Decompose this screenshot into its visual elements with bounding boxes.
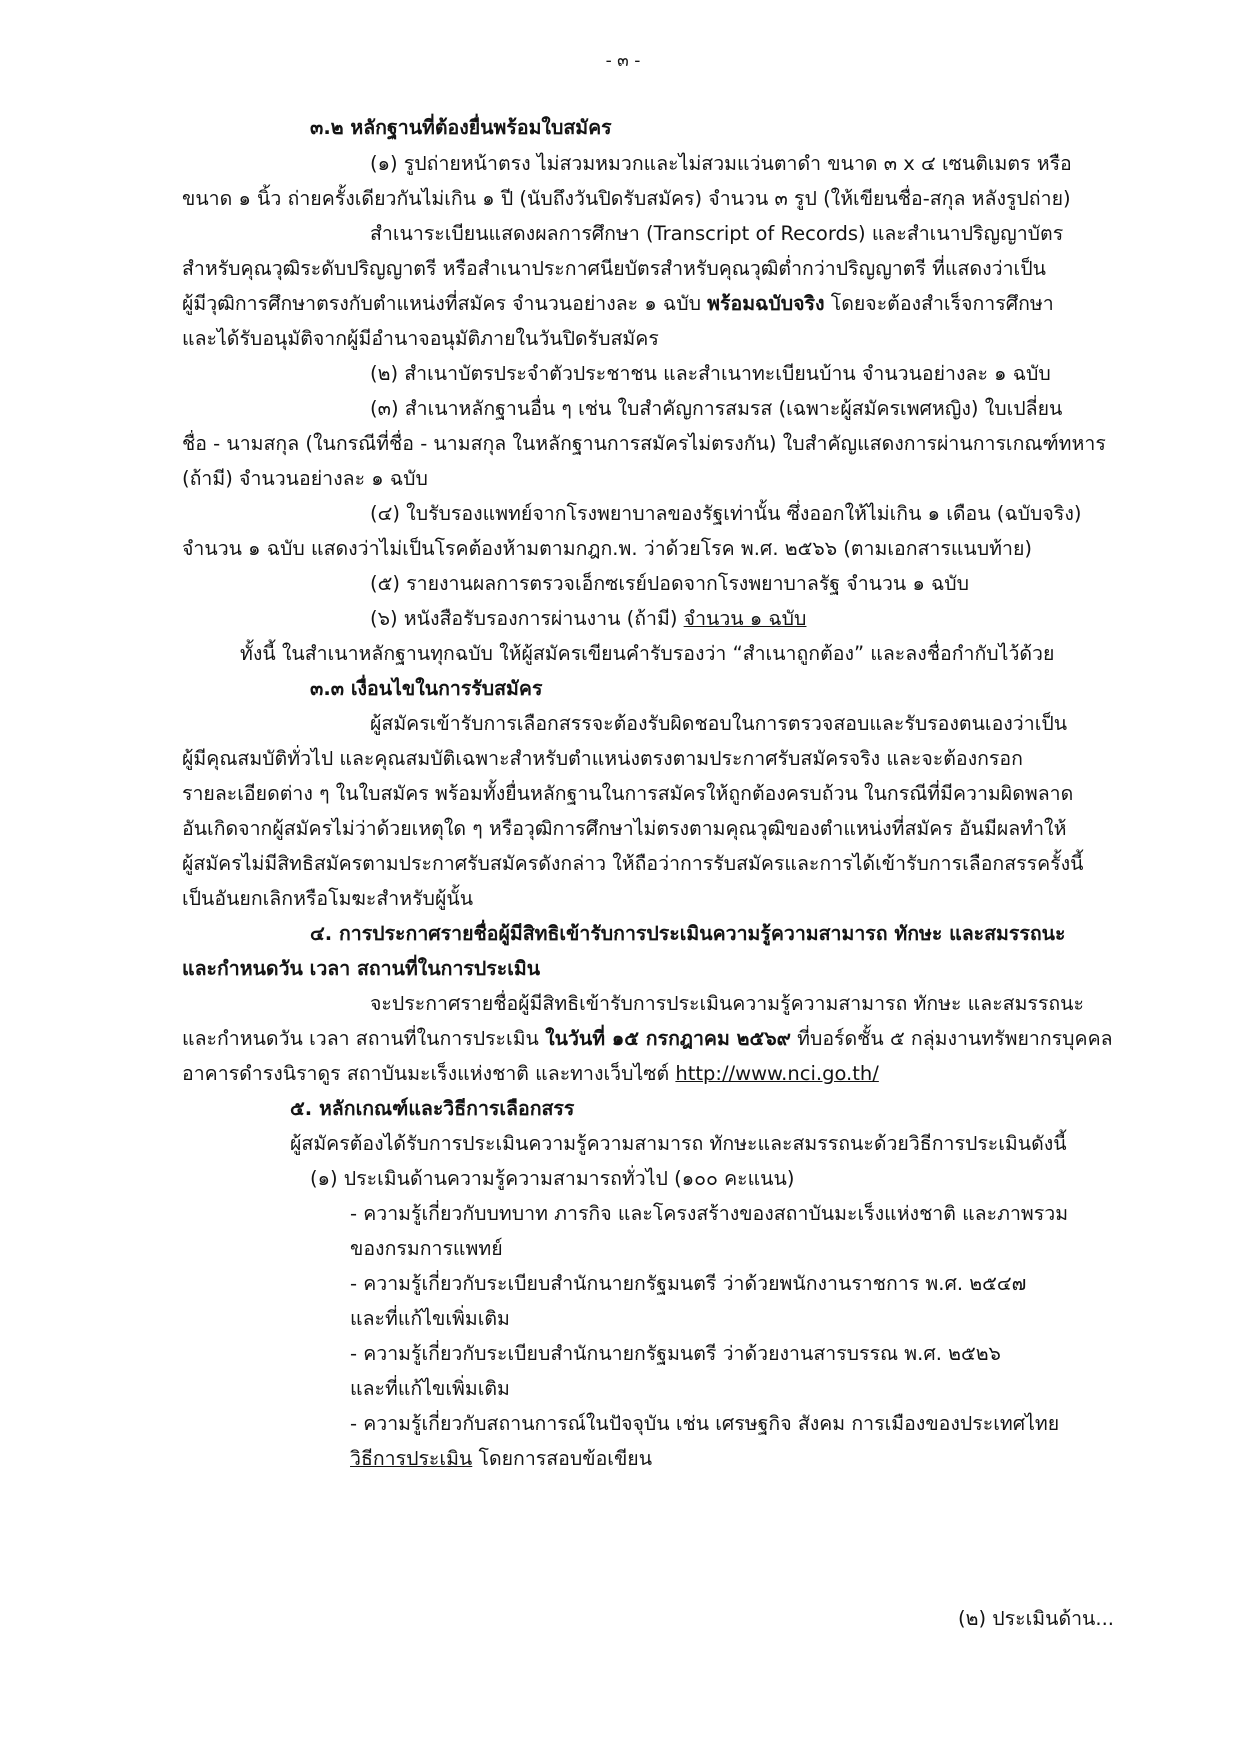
criterion-item: - ความรู้เกี่ยวกับบทบาท ภารกิจ และโครงสร้างของสถาบันมะเร็งแห่งชาติ และภาพรวม (350, 1202, 1069, 1225)
paragraph-line: ผู้มีคุณสมบัติทั่วไป และคุณสมบัติเฉพาะสำหรับตำแหน่งตรงตามประกาศรับสมัครจริง และจะต้องกรอก (182, 747, 1023, 770)
section-3-2-heading: ๓.๒ หลักฐานที่ต้องยื่นพร้อมใบสมัคร (310, 116, 612, 139)
website-link[interactable]: http://www.nci.go.th/ (675, 1062, 879, 1085)
paragraph-line (182, 1059, 879, 1089)
paragraph-line: ชื่อ - นามสกุล (ในกรณีที่ชื่อ - นามสกุล ในหลักฐานการสมัครไม่ตรงกัน) ใบสำคัญแสดงการผ่านการเกณฑ์ทหาร (182, 432, 1106, 455)
paragraph-line: สำหรับคุณวุฒิระดับปริญญาตรี หรือสำเนาประกาศนียบัตรสำหรับคุณวุฒิต่ำกว่าปริญญาตรี ที่แสดงว่าเป็น (182, 257, 1046, 280)
text: โดยการสอบข้อเขียน (478, 1447, 653, 1470)
criterion-item-cont: และที่แก้ไขเพิ่มเติม (350, 1377, 510, 1400)
page-number: - ๓ - (605, 51, 641, 71)
criterion-item-cont: และที่แก้ไขเพิ่มเติม (350, 1307, 510, 1330)
certification-note: ทั้งนี้ ในสำเนาหลักฐานทุกฉบับ ให้ผู้สมัครเขียนคำรับรองว่า “สำเนาถูกต้อง” และลงชื่อกำกับไว้ด้วย (240, 642, 1055, 665)
section-5-heading: ๕. หลักเกณฑ์และวิธีการเลือกสรร (290, 1097, 575, 1120)
item-4: (๔) ใบรับรองแพทย์จากโรงพยาบาลของรัฐเท่านั้น ซึ่งออกให้ไม่เกิน ๑ เดือน (ฉบับจริง) (370, 502, 1082, 525)
announcement-date: ในวันที่ ๑๕ กรกฎาคม ๒๕๖๙ (545, 1027, 791, 1050)
criterion-1: (๑) ประเมินด้านความรู้ความสามารถทั่วไป (๑๐๐ คะแนน) (310, 1167, 795, 1190)
paragraph-line: จะประกาศรายชื่อผู้มีสิทธิเข้ารับการประเมินความรู้ความสามารถ ทักษะ และสมรรถนะ (370, 992, 1084, 1015)
paragraph-line: เป็นอันยกเลิกหรือโมฆะสำหรับผู้นั้น (182, 887, 474, 910)
section-3-3-heading: ๓.๓ เงื่อนไขในการรับสมัคร (310, 677, 543, 700)
paragraph-line: ขนาด ๑ นิ้ว ถ่ายครั้งเดียวกันไม่เกิน ๑ ปี (นับถึงวันปิดรับสมัคร) จำนวน ๓ รูป (ให้เขียนชื่อ-สกุล หลังรูปถ่าย) (182, 187, 1071, 210)
criterion-item: - ความรู้เกี่ยวกับระเบียบสำนักนายกรัฐมนตรี ว่าด้วยงานสารบรรณ พ.ศ. ๒๕๒๖ (350, 1342, 1001, 1365)
item-5: (๕) รายงานผลการตรวจเอ็กซเรย์ปอดจากโรงพยาบาลรัฐ จำนวน ๑ ฉบับ (370, 572, 970, 595)
section-4-heading-cont: และกำหนดวัน เวลา สถานที่ในการประเมิน (182, 957, 541, 980)
criterion-item: - ความรู้เกี่ยวกับระเบียบสำนักนายกรัฐมนตรี ว่าด้วยพนักงานราชการ พ.ศ. ๒๕๔๗ (350, 1272, 1027, 1295)
paragraph-line: รายละเอียดต่าง ๆ ในใบสมัคร พร้อมทั้งยื่นหลักฐานในการสมัครให้ถูกต้องครบถ้วน ในกรณีที่มีความผิดพลาด (182, 782, 1074, 805)
text: (๖) หนังสือรับรองการผ่านงาน (ถ้ามี) (370, 607, 678, 630)
text: โดยจะต้องสำเร็จการศึกษา (830, 292, 1054, 315)
paragraph-line: สำเนาระเบียนแสดงผลการศึกษา (Transcript of Records) และสำเนาปริญญาบัตร (370, 222, 1064, 245)
criterion-item: - ความรู้เกี่ยวกับสถานการณ์ในปัจจุบัน เช่น เศรษฐกิจ สังคม การเมืองของประเทศไทย (350, 1412, 1060, 1435)
paragraph-line: (ถ้ามี) จำนวนอย่างละ ๑ ฉบับ (182, 467, 428, 490)
criterion-item-cont: ของกรมการแพทย์ (350, 1237, 503, 1260)
paragraph-line (182, 1024, 1113, 1054)
paragraph-line: ผู้สมัครต้องได้รับการประเมินความรู้ความสามารถ ทักษะและสมรรถนะด้วยวิธีการประเมินดังนี้ (290, 1132, 1067, 1155)
continuation-marker: (๒) ประเมินด้าน... (958, 1607, 1114, 1630)
text: ที่บอร์ดชั้น ๕ กลุ่มงานทรัพยากรบุคคล (797, 1027, 1113, 1050)
assessment-method-label: วิธีการประเมิน (350, 1447, 473, 1470)
emphasis-original-copy: พร้อมฉบับจริง (707, 292, 825, 315)
text: (๑) รูปถ่ายหน้าตรง ไม่สวมหมวกและไม่สวมแว่นตาดำ ขนาด ๓ x ๔ เซนติเมตร หรือ (370, 152, 1072, 175)
section-4-heading: ๔. การประกาศรายชื่อผู้มีสิทธิเข้ารับการประเมินความรู้ความสามารถ ทักษะ และสมรรถนะ (310, 922, 1066, 945)
paragraph-line: ผู้สมัครเข้ารับการเลือกสรรจะต้องรับผิดชอบในการตรวจสอบและรับรองตนเองว่าเป็น (370, 712, 1068, 735)
paragraph-line: อันเกิดจากผู้สมัครไม่ว่าด้วยเหตุใด ๆ หรือวุฒิการศึกษาไม่ตรงตามคุณวุฒิของตำแหน่งที่สมัคร อันมีผลทำให้ (182, 817, 1067, 840)
paragraph-line: ผู้สมัครไม่มีสิทธิสมัครตามประกาศรับสมัครดังกล่าว ให้ถือว่าการรับสมัครและการได้เข้ารับการเลือกสรรครั้งนี้ (182, 852, 1084, 875)
paragraph-line: และได้รับอนุมัติจากผู้มีอำนาจอนุมัติภายในวันปิดรับสมัคร (182, 327, 659, 350)
assessment-method (350, 1444, 652, 1474)
item-3: (๓) สำเนาหลักฐานอื่น ๆ เช่น ใบสำคัญการสมรส (เฉพาะผู้สมัครเพศหญิง) ใบเปลี่ยน (370, 397, 1063, 420)
paragraph-line (370, 149, 1132, 179)
paragraph-line (182, 289, 1054, 319)
underlined-count: จำนวน ๑ ฉบับ (683, 607, 807, 630)
text: และกำหนดวัน เวลา สถานที่ในการประเมิน (182, 1027, 539, 1050)
item-6 (370, 604, 806, 634)
item-2: (๒) สำเนาบัตรประจำตัวประชาชน และสำเนาทะเบียนบ้าน จำนวนอย่างละ ๑ ฉบับ (370, 362, 1051, 385)
text: ผู้มีวุฒิการศึกษาตรงกับตำแหน่งที่สมัคร จำนวนอย่างละ ๑ ฉบับ (182, 292, 701, 315)
paragraph-line: จำนวน ๑ ฉบับ แสดงว่าไม่เป็นโรคต้องห้ามตามกฎก.พ. ว่าด้วยโรค พ.ศ. ๒๕๖๖ (ตามเอกสารแนบท้าย) (182, 537, 1032, 560)
text: อาคารดำรงนิราดูร สถาบันมะเร็งแห่งชาติ และทางเว็บไซต์ (182, 1062, 670, 1085)
